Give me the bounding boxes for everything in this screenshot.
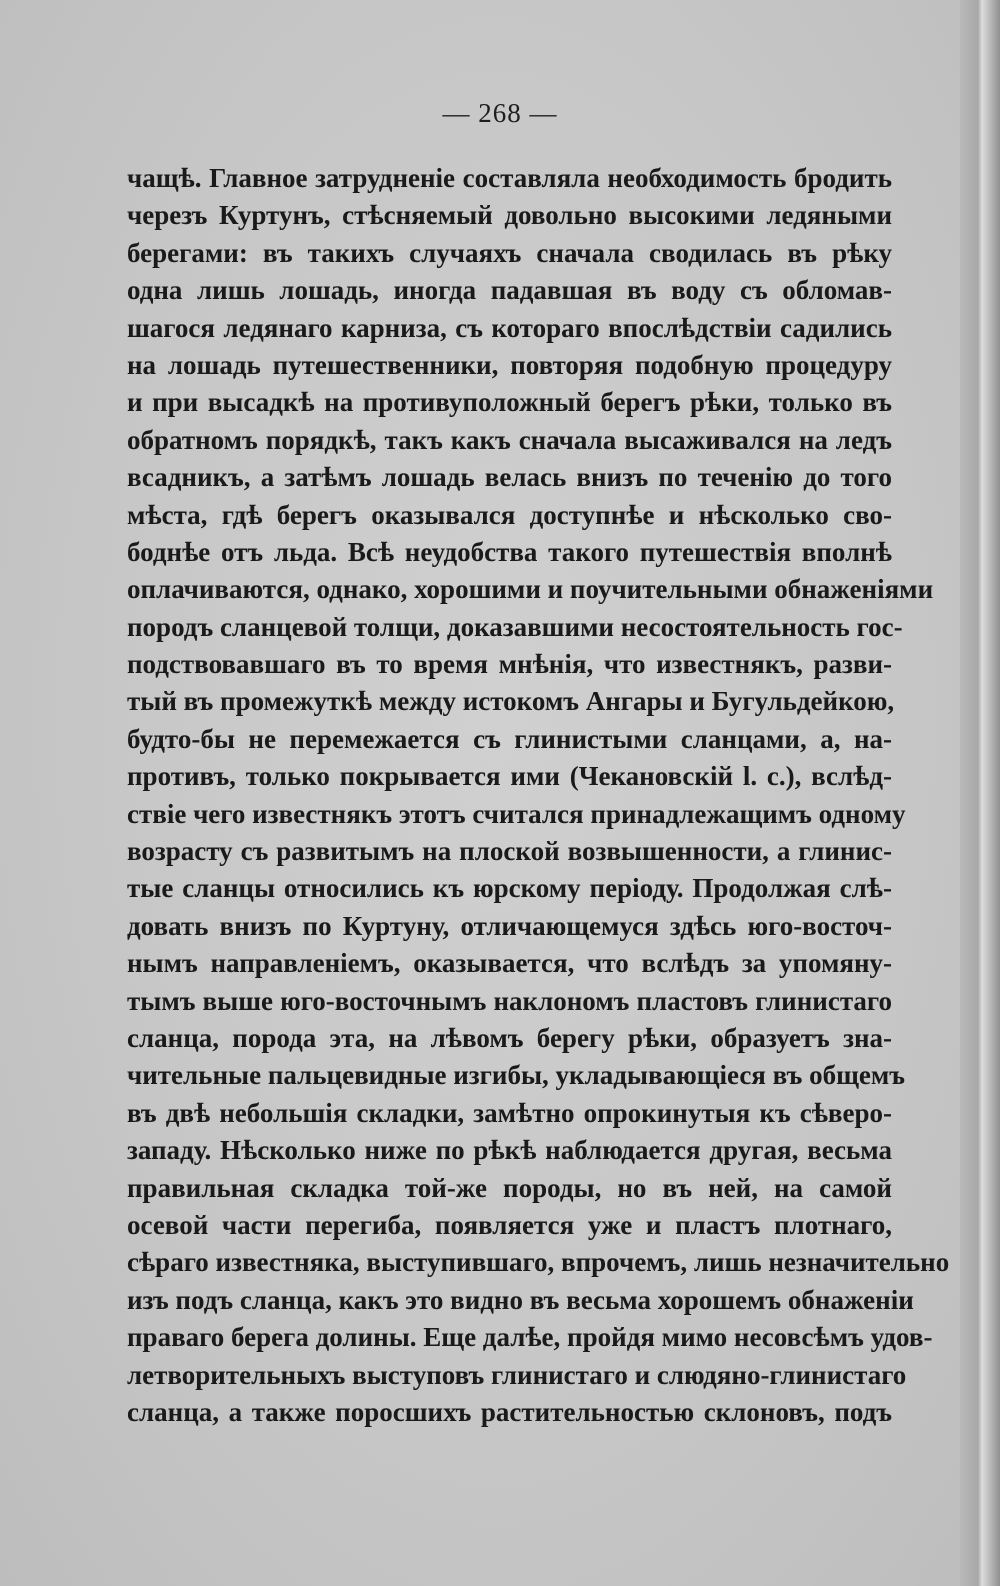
page-number: — 268 —	[442, 98, 558, 128]
text-line: тые сланцы относились къ юрскому періоду. Продолжая слѣ-	[127, 873, 892, 904]
text-line: мѣста, гдѣ берегъ оказывался доступнѣе и нѣсколько сво-	[127, 499, 892, 530]
text-line: черезъ Куртунъ, стѣсняемый довольно высокими ледяными	[127, 200, 892, 231]
text-line: ствіе чего известнякъ этотъ считался принадлежащимъ одному	[127, 798, 906, 829]
text-line: оплачиваются, однако, хорошими и поучительными обнаженіями	[127, 574, 934, 605]
text-line: и при высадкѣ на противуположный берегъ рѣки, только въ	[127, 387, 892, 418]
text-line: одна лишь лошадь, иногда падавшая въ воду съ обломав-	[127, 275, 892, 306]
text-line: осевой части перегиба, появляется уже и пластъ плотнаго,	[127, 1209, 892, 1240]
page-edge	[960, 0, 1000, 1586]
text-line: берегами: въ такихъ случаяхъ сначала сводилась въ рѣку	[127, 237, 892, 268]
text-line: довать внизъ по Куртуну, отличающемуся здѣсь юго-восточ-	[127, 910, 892, 941]
body-text	[127, 160, 950, 1431]
text-line: чащѣ. Главное затрудненіе составляла необходимость бродить	[127, 163, 892, 193]
text-line: чительные пальцевидные изгибы, укладывающіеся въ общемъ	[127, 1060, 905, 1091]
text-line: на лошадь путешественники, повторяя подобную процедуру	[127, 349, 892, 380]
text-line: сланца, а также поросшихъ растительностью склоновъ, подъ	[127, 1396, 892, 1427]
text-line: тымъ выше юго-восточнымъ наклономъ пластовъ глинистаго	[127, 985, 892, 1016]
text-line: тый въ промежуткѣ между истокомъ Ангары и Бугульдейкою,	[127, 686, 895, 717]
text-line: породъ сланцевой толщи, доказавшими несостоятельность гос-	[127, 611, 903, 642]
text-line: будто-бы не перемежается съ глинистыми сланцами, а, на-	[127, 723, 892, 754]
text-line: летворительныхъ выступовъ глинистаго и слюдяно-глинистаго	[127, 1359, 907, 1390]
text-line: нымъ направленіемъ, оказывается, что вслѣдъ за упомяну-	[127, 948, 892, 979]
text-line: изъ подъ сланца, какъ это видно въ весьма хорошемъ обнаженіи	[127, 1284, 914, 1315]
text-line: всадникъ, а затѣмъ лошадь велась внизъ по теченію до того	[127, 462, 892, 493]
text-line: подствовавшаго въ то время мнѣнія, что известнякъ, разви-	[127, 649, 892, 680]
text-line: правильная складка той-же породы, но въ ней, на самой	[127, 1172, 892, 1203]
text-line: праваго берега долины. Еще далѣе, пройдя мимо несовсѣмъ удов-	[127, 1322, 933, 1353]
text-line: противъ, только покрывается ими (Чекановскій l. c.), вслѣд-	[127, 761, 892, 792]
text-line: въ двѣ небольшія складки, замѣтно опрокинутыя къ сѣверо-	[127, 1097, 892, 1128]
text-line: шагося ледянаго карниза, съ котораго впослѣдствіи садились	[127, 312, 892, 343]
text-line: боднѣе отъ льда. Всѣ неудобства такого путешествія вполнѣ	[127, 536, 892, 567]
text-line: сланца, порода эта, на лѣвомъ берегу рѣки, образуетъ зна-	[127, 1022, 892, 1053]
text-line: западу. Нѣсколько ниже по рѣкѣ наблюдается другая, весьма	[127, 1135, 892, 1166]
text-line: возрасту съ развитымъ на плоской возвышенности, а глинис-	[127, 836, 892, 867]
text-line: обратномъ порядкѣ, такъ какъ сначала высаживался на ледъ	[127, 424, 892, 455]
text-line: сѣраго известняка, выступившаго, впрочемъ, лишь незначительно	[127, 1247, 950, 1278]
